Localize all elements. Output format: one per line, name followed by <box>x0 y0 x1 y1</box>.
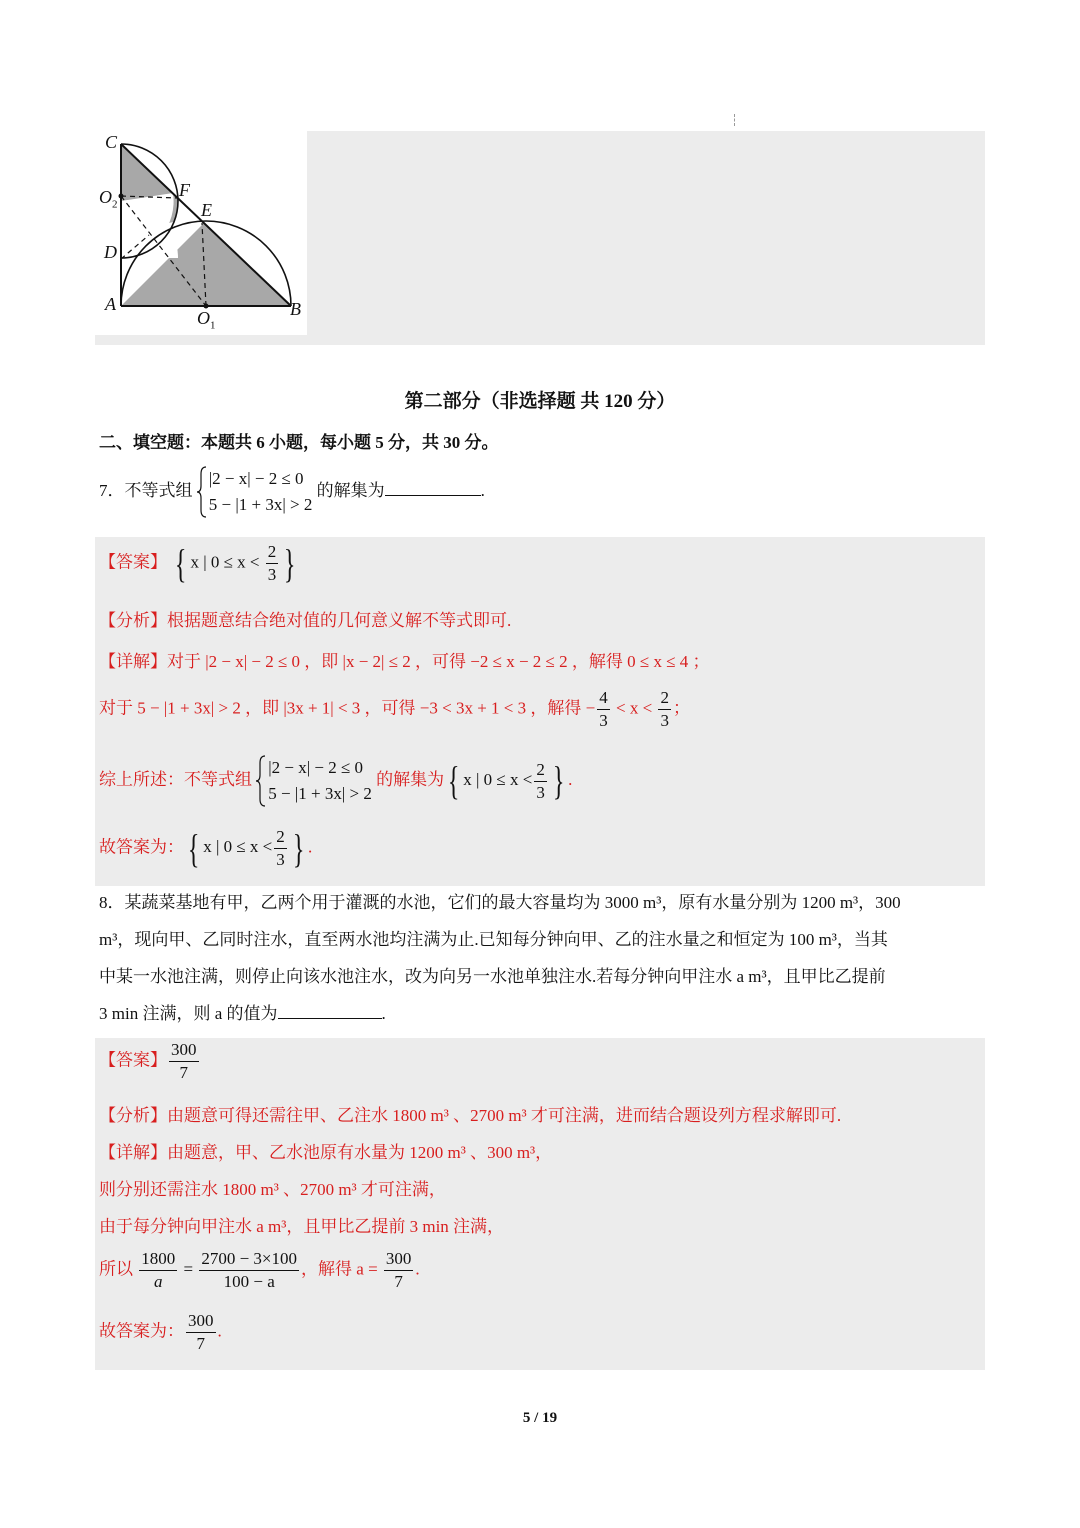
label-d: D <box>104 242 117 262</box>
geometry-svg <box>95 131 307 335</box>
q8-final: 故答案为： $\frac{300}{7}$ . <box>99 1311 222 1353</box>
q7-answer-line: 【答案】 { x | 0 ≤ x < $\frac{2}{3}$ } <box>99 540 296 586</box>
part-title: 第二部分（非选择题 共 120 分） <box>404 391 676 412</box>
q7-prefix: 7．不等式组 <box>99 480 193 500</box>
q7-ineq2: 5 − |1 + 3x| > 2 <box>208 495 313 514</box>
q8-line1: 8．某蔬菜基地有甲，乙两个用于灌溉的水池，它们的最大容量均为 3000 m³，原有水量分别为 1200 m³，300 <box>99 893 901 912</box>
q7-system <box>197 466 313 518</box>
geometry-figure <box>95 131 307 335</box>
q7-answer-fraction: $\frac{2}{3}$ <box>267 542 277 584</box>
page-number: 5 / 19 <box>522 1410 558 1426</box>
section-title: 二、填空题：本题共 6 小题，每小题 5 分，共 30 分。 <box>99 433 499 452</box>
q8-detail-4: 所以 $\frac{1800}{a}$ = $\frac{2700 - 3\times 100}{100 - a}$ ，解得 a = $\frac{300}{7}$ . <box>99 1249 420 1291</box>
q8-answer-box <box>95 1038 985 1370</box>
label-f: F <box>179 180 190 200</box>
label-o1: $O_1$ <box>197 308 216 332</box>
q8-line2: m³，现向甲、乙同时注水，直至两水池均注满为止.已知每分钟向甲、乙的注水量之和恒定为 100 m³，当其 <box>99 930 888 949</box>
q7-analysis: 【分析】根据题意结合绝对值的几何意义解不等式即可. <box>99 611 512 630</box>
answer-blank <box>385 479 481 496</box>
q7-suffix: 的解集为 <box>316 480 385 500</box>
q8-analysis: 【分析】由题意可得还需往甲、乙注水 1800 m³ 、2700 m³ 才可注满，进而结合题设列方程求解即可. <box>99 1106 842 1125</box>
label-e: E <box>201 200 212 220</box>
question-7: 7．不等式组 |2 − x| − 2 ≤ 0 5 − |1 + 3x| > 2 的解集为 . <box>99 466 485 518</box>
label-c: C <box>105 132 118 152</box>
label-a: A <box>105 294 116 314</box>
figure-container <box>95 131 985 345</box>
q8-detail-1: 【详解】由题意，甲、乙水池原有水量为 1200 m³ 、300 m³， <box>99 1143 553 1162</box>
q7-set-expr: x | 0 ≤ x < <box>190 552 260 572</box>
label-o2: $O_2$ <box>99 187 118 211</box>
q7-ineq1: |2 − x| − 2 ≤ 0 <box>208 469 304 488</box>
q8-detail-3: 由于每分钟向甲注水 a m³，且甲比乙提前 3 min 注满， <box>99 1217 505 1236</box>
q7-summary: 综上所述：不等式组 |2 − x| − 2 ≤ 0 5 − |1 + 3x| > 2 的解集为{ x | 0 ≤ x < $\frac{2}{3}$ } . <box>99 755 572 807</box>
question-8 <box>99 884 989 1032</box>
q7-detail-2: 对于 5 − |1 + 3x| > 2 ，即 |3x + 1| < 3 ，可得 −3 < 3x + 1 < 3 ，解得 − $\frac{4}{3}$ < x < $\frac{2}{3}$ ； <box>99 688 690 730</box>
q8-detail-2: 则分别还需注水 1800 m³ 、2700 m³ 才可注满， <box>99 1180 446 1199</box>
q7-answer-box <box>95 537 985 886</box>
q7-detail-1: 【详解】对于 |2 − x| − 2 ≤ 0 ，即 |x − 2| ≤ 2 ，可得 −2 ≤ x − 2 ≤ 2 ，解得 0 ≤ x ≤ 4 ； <box>99 652 710 671</box>
label-b: B <box>290 299 301 319</box>
dashed-marker <box>734 114 736 126</box>
q8-line4: 3 min 注满，则 a 的值为 . <box>99 1004 386 1023</box>
q8-answer-line: 【答案】 $\frac{300}{7}$ <box>99 1040 197 1082</box>
q7-final: 故答案为：{ x | 0 ≤ x < $\frac{2}{3}$ } . <box>99 825 313 871</box>
q8-line3: 中某一水池注满，则停止向该水池注水，改为向另一水池单独注水.若每分钟向甲注水 a m³，且甲比乙提前 <box>99 967 886 986</box>
